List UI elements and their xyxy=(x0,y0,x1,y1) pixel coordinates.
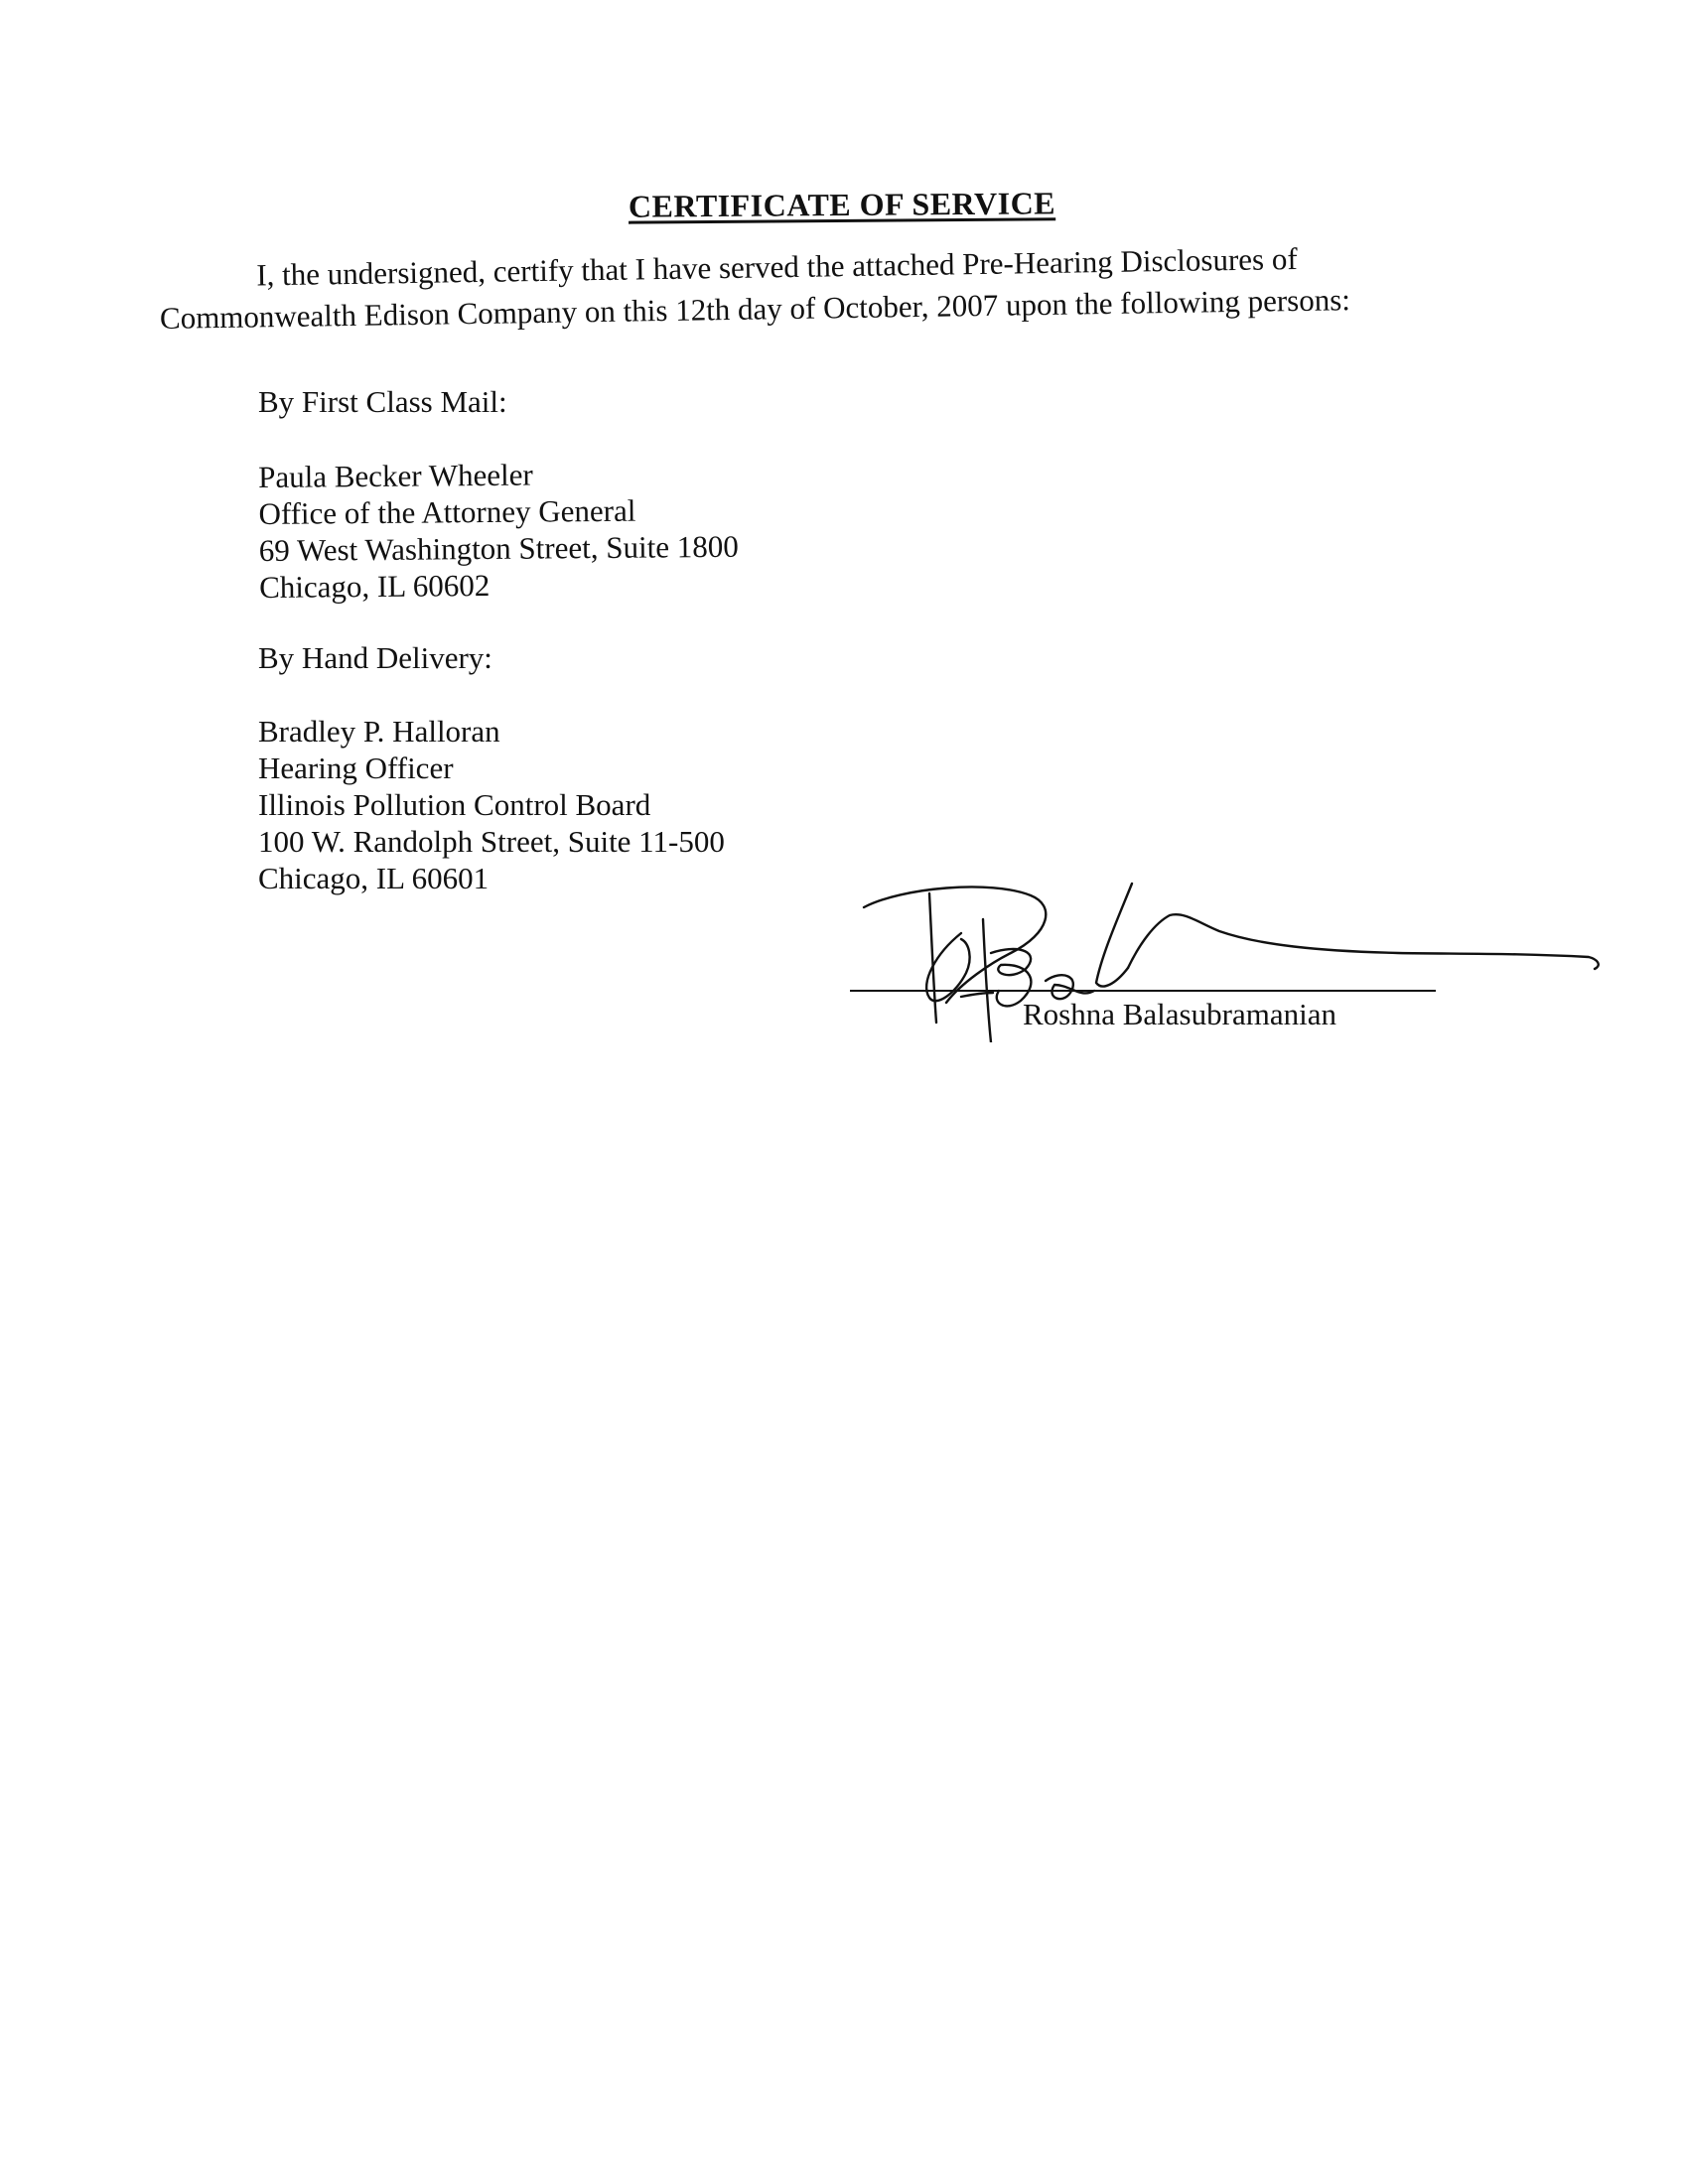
certification-line-1: I, the undersigned, certify that I have served the attached Pre-Hearing Disclosures of xyxy=(256,240,1298,293)
first-class-mail-label: By First Class Mail: xyxy=(258,384,507,419)
recipient-address-hearing-officer xyxy=(258,713,725,896)
recipient-office: Illinois Pollution Control Board xyxy=(258,787,651,822)
recipient-name: Bradley P. Halloran xyxy=(258,714,500,749)
recipient-office: Office of the Attorney General xyxy=(258,492,636,531)
recipient-address-attorney-general xyxy=(258,455,739,606)
recipient-street: 69 West Washington Street, Suite 1800 xyxy=(258,528,739,568)
recipient-city: Chicago, IL 60601 xyxy=(258,861,490,895)
hand-delivery-label: By Hand Delivery: xyxy=(258,640,492,675)
signer-name: Roshna Balasubramanian xyxy=(1023,997,1336,1031)
certification-paragraph xyxy=(159,236,1441,340)
signature-line xyxy=(850,990,1436,992)
recipient-name: Paula Becker Wheeler xyxy=(258,457,533,494)
recipient-title: Hearing Officer xyxy=(258,751,454,785)
recipient-city: Chicago, IL 60602 xyxy=(258,567,491,605)
certificate-title: CERTIFICATE OF SERVICE xyxy=(628,185,1056,224)
recipient-street: 100 W. Randolph Street, Suite 11-500 xyxy=(258,824,725,859)
certification-line-2: Commonwealth Edison Company on this 12th day of October, 2007 upon the following persons: xyxy=(159,282,1351,336)
